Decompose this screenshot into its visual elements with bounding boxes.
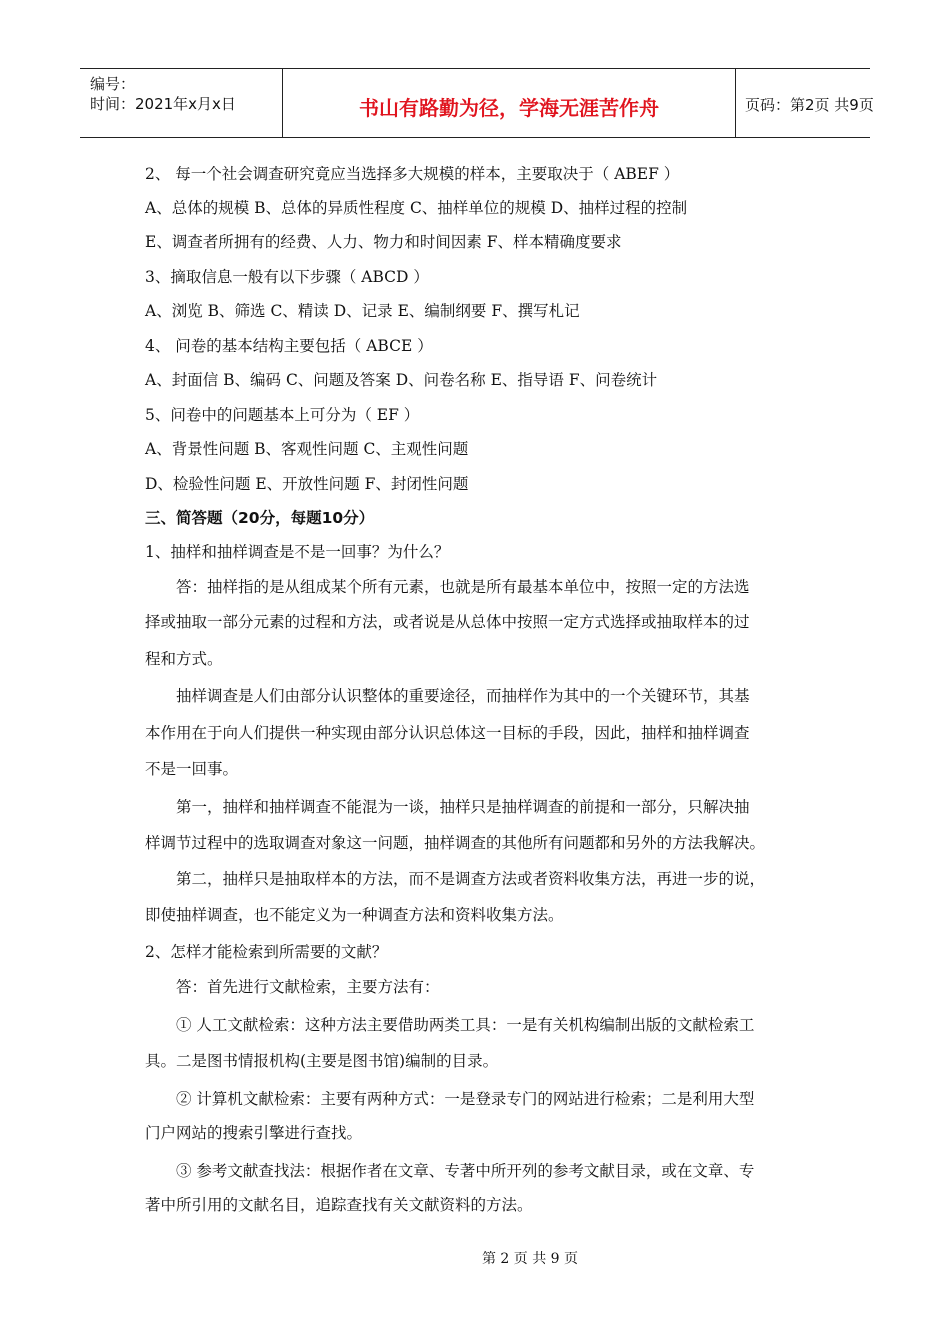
- header-page-cell: [736, 69, 874, 137]
- text-line: 具。二是图书情报机构(主要是图书馆)编制的目录。: [145, 1052, 499, 1070]
- text-line: 程和方式。: [145, 650, 223, 668]
- text-line: 3、摘取信息一般有以下步骤（ ABCD ）: [145, 268, 429, 286]
- text-line: D、检验性问题 E、开放性问题 F、封闭性问题: [145, 475, 469, 493]
- text-line: 1、抽样和抽样调查是不是一回事？为什么？: [145, 543, 450, 561]
- text-line: 2、怎样才能检索到所需要的文献？: [145, 943, 388, 961]
- text-line: ① 人工文献检索：这种方法主要借助两类工具：一是有关机构编制出版的文献检索工: [176, 1016, 755, 1034]
- text-line: 2、 每一个社会调查研究竟应当选择多大规模的样本，主要取决于（ ABEF ）: [145, 165, 680, 183]
- text-line: A、封面信 B、编码 C、问题及答案 D、问卷名称 E、指导语 F、问卷统计: [145, 371, 658, 389]
- document-date-label: 时间：2021年x月x日: [90, 95, 236, 113]
- document-number-label: 编号：: [90, 75, 136, 93]
- header-page-label: 页码：第2页 共9页: [745, 96, 874, 114]
- section-heading: 三、简答题（20分，每题10分）: [145, 509, 375, 527]
- text-line: 不是一回事。: [145, 760, 239, 778]
- text-line: 4、 问卷的基本结构主要包括（ ABCE ）: [145, 337, 433, 355]
- text-line: 著中所引用的文献名目，追踪查找有关文献资料的方法。: [145, 1196, 533, 1214]
- text-line: 第二，抽样只是抽取样本的方法，而不是调查方法或者资料收集方法，再进一步的说，: [176, 870, 766, 888]
- page-footer: 第 2 页 共 9 页: [481, 1251, 579, 1267]
- text-line: A、总体的规模 B、总体的异质性程度 C、抽样单位的规模 D、抽样过程的控制: [145, 199, 688, 217]
- document-header: [80, 68, 874, 138]
- header-meta-cell: [80, 69, 282, 137]
- header-motto: 书山有路勤为径，学海无涯苦作舟: [359, 96, 659, 120]
- text-line: 本作用在于向人们提供一种实现由部分认识总体这一目标的手段，因此，抽样和抽样调查: [145, 724, 750, 742]
- text-line: ③ 参考文献查找法：根据作者在文章、专著中所开列的参考文献目录，或在文章、专: [176, 1162, 755, 1180]
- text-line: 5、问卷中的问题基本上可分为（ EF ）: [145, 406, 420, 424]
- header-motto-cell: [282, 69, 736, 137]
- text-line: 答：首先进行文献检索，主要方法有：: [176, 978, 440, 996]
- text-line: E、调查者所拥有的经费、人力、物力和时间因素 F、样本精确度要求: [145, 233, 622, 251]
- text-line: 门户网站的搜索引擎进行查找。: [145, 1124, 363, 1142]
- text-line: A、浏览 B、筛选 C、精读 D、记录 E、编制纲要 F、撰写札记: [145, 302, 580, 320]
- text-line: 第一，抽样和抽样调查不能混为一谈，抽样只是抽样调查的前提和一部分，只解决抽: [176, 798, 750, 816]
- text-line: A、背景性问题 B、客观性问题 C、主观性问题: [145, 440, 469, 458]
- text-line: 样调节过程中的选取调查对象这一问题，抽样调查的其他所有问题都和另外的方法我解决。: [145, 834, 766, 852]
- text-line: 择或抽取一部分元素的过程和方法，或者说是从总体中按照一定方式选择或抽取样本的过: [145, 613, 750, 631]
- text-line: 抽样调查是人们由部分认识整体的重要途径，而抽样作为其中的一个关键环节，其基: [176, 687, 750, 705]
- text-line: 答：抽样指的是从组成某个所有元素，也就是所有最基本单位中，按照一定的方法选: [176, 578, 750, 596]
- text-line: ② 计算机文献检索：主要有两种方式：一是登录专门的网站进行检索；二是利用大型: [176, 1090, 755, 1108]
- text-line: 即使抽样调查，也不能定义为一种调查方法和资料收集方法。: [145, 906, 564, 924]
